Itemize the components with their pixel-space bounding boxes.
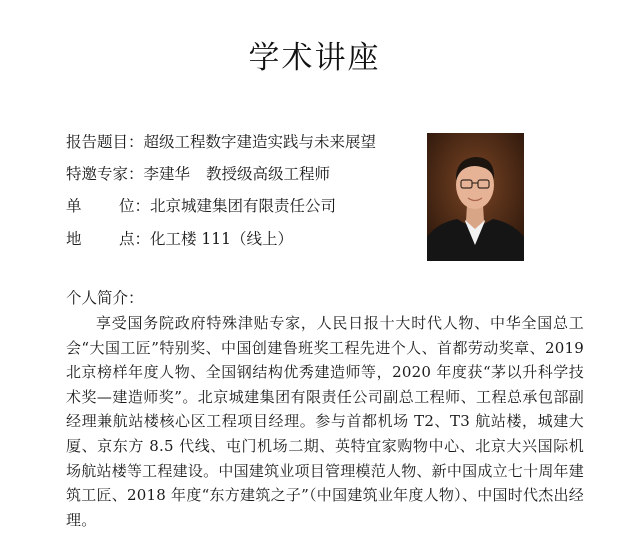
bio-heading: 个人简介： [66,289,144,307]
unit-value: 北京城建集团有限责任公司 [150,197,337,215]
portrait-photo [427,133,524,261]
expert-title: 教授级高级工程师 [206,165,331,183]
unit-label-b: 位： [118,197,150,215]
place-label [66,227,150,251]
bio-text: 享受国务院政府特殊津贴专家，人民日报十大时代人物、中华全国总工会“大国工匠”特别奖、中国创建鲁班奖工程先进个人、首都劳动奖章、2019 北京榜样年度人物、全国钢结构优秀建造师等，2020 年度获“茅以升科学技术奖—建造师奖”。北京城建集团有限责任公司副总工程师、工程总承包部副经理兼航站楼核心区工程项目经理。参与首都机场 T2、T3 航站楼，城建大厦、京东方 8.5 代线、屯门机场二期、英特宜家购物中心、北京大兴国际机场航站楼等工程建设。中国建筑业项目管理模范人物、新中国成立七十周年建筑工匠、2018 年度“东方建筑之子”（中国建筑业年度人物）、中国时代杰出经理。 [66,314,584,529]
expert-label: 特邀专家： [66,165,144,183]
info-row-place [66,227,293,251]
topic-value: 超级工程数字建造实践与未来展望 [143,133,377,151]
portrait-icon [427,133,524,261]
unit-label [66,194,150,218]
info-row-unit [66,194,336,218]
page-title: 学术讲座 [248,40,381,76]
info-row-expert [66,162,330,186]
info-row-topic [66,130,376,154]
place-label-a: 地 [66,230,82,248]
expert-name: 李建华 [143,165,191,183]
unit-label-a: 单 [66,197,82,215]
place-label-b: 点： [118,230,150,248]
topic-label: 报告题目： [66,133,144,151]
place-value: 化工楼 111（线上） [150,230,294,248]
